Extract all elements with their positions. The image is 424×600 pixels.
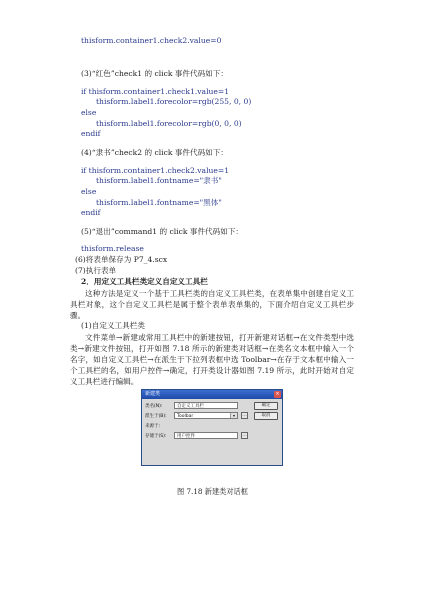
- code-line: thisform.label1.fontname="黑体": [96, 198, 222, 207]
- dialog-titlebar: [142, 390, 282, 399]
- new-class-dialog: [141, 389, 283, 466]
- store-in-browse-button[interactable]: …: [242, 433, 247, 438]
- step-line: (6)将表单保存为 P7_4.scx: [75, 255, 168, 264]
- heading-line: (4)“隶书”check2 的 click 事件代码如下：: [81, 148, 228, 157]
- class-name-label: 类名(N):: [145, 404, 163, 409]
- code-line: if thisform.container1.check1.value=1: [81, 87, 230, 96]
- heading-line: (3)“红色”check1 的 click 事件代码如下：: [81, 69, 228, 78]
- heading-line: (5)“退出”command1 的 click 事件代码如下：: [81, 227, 244, 236]
- subheading: (1)自定义工具栏类: [81, 321, 145, 330]
- dialog-title: 新建类: [145, 391, 161, 397]
- code-line: thisform.container1.check2.value=0: [81, 36, 222, 45]
- close-icon[interactable]: ×: [275, 391, 280, 397]
- code-line: if thisform.container1.check2.value=1: [81, 166, 230, 175]
- based-on-dropdown[interactable]: [174, 412, 238, 419]
- code-line: endif: [81, 208, 101, 217]
- based-on-value: Toolbar: [177, 414, 194, 419]
- class-name-field[interactable]: 自定义工具栏: [174, 402, 238, 409]
- code-line: thisform.label1.fontname="隶书": [96, 176, 222, 185]
- code-line: else: [81, 108, 97, 117]
- figure-caption: 图 7.18 新建类对话框: [177, 487, 248, 496]
- store-in-field[interactable]: 用户控件: [174, 432, 238, 439]
- step-line: (7)执行表单: [75, 266, 117, 275]
- cancel-button[interactable]: 取消: [254, 412, 278, 420]
- code-line: thisform.label1.forecolor=rgb(255, 0, 0): [96, 97, 252, 106]
- body-paragraph: 这种方法是定义一个基于工具栏类的自定义工具栏类，在表单集中创建自定义工具栏对象，这个自定义工具栏是属于整个表单表单集的，下面介绍自定义工具栏步骤。: [70, 289, 354, 320]
- ok-button[interactable]: 确定: [254, 402, 278, 410]
- code-line: else: [81, 187, 97, 196]
- store-in-label: 存储于(S):: [145, 434, 167, 439]
- code-line: endif: [81, 129, 101, 138]
- based-on-label: 派生于(B):: [145, 414, 167, 419]
- chevron-down-icon[interactable]: ▾: [230, 413, 237, 418]
- code-line: thisform.label1.forecolor=rgb(0, 0, 0): [96, 119, 242, 128]
- based-on-browse-button[interactable]: …: [242, 413, 247, 418]
- body-paragraph: 文件菜单→新建或常用工具栏中的新建按钮，打开新建对话框→在文件类型中选类→新建文件按钮，打开如图 7.18 所示的新建类对话框→在类名文本框中输入一个名字，如自定义工具栏→在派生于下拉列表框中选 Toolbar→在存于文本框中输入一个工具栏的名，如用户控件→确定，打开类设计器如图 7.19 所示，此时开始对自定义工具栏进行编辑。: [70, 333, 354, 386]
- section-heading: 2．用定义工具栏类定义自定义工具栏: [81, 277, 208, 286]
- code-line: thisform.release: [81, 244, 144, 253]
- source-label: 来源于:: [145, 424, 161, 429]
